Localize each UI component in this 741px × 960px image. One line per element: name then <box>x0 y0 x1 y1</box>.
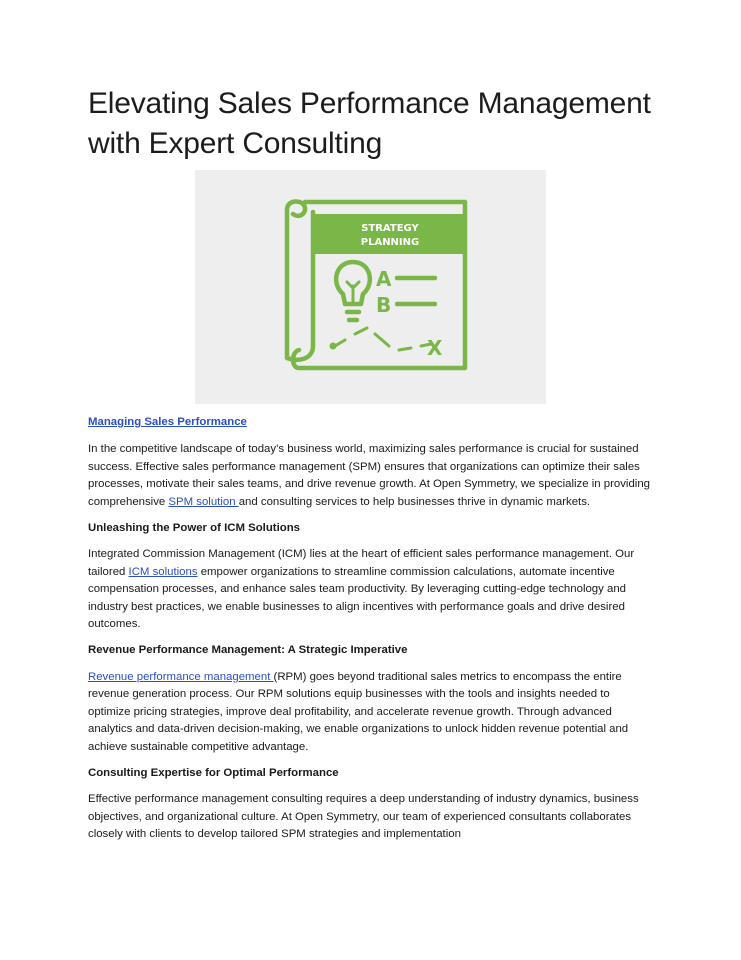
strategy-banner <box>315 214 465 254</box>
heading-rpm: Revenue Performance Management: A Strategic Imperative <box>88 644 408 657</box>
heading-consulting: Consulting Expertise for Optimal Performance <box>88 766 339 779</box>
managing-sales-performance-link[interactable]: Managing Sales Performance <box>88 416 247 428</box>
paragraph-icm: Integrated Commission Management (ICM) lies at the heart of efficient sales performance management. Our tailored ICM solutions empower organizations to streamline commission calculations, automate incentive compensation processes, and enhance sales team productivity. By leveraging cutting-edge technology and industry best practices, we enable businesses to align incentives with performance goals and drive desired outcomes. <box>88 548 635 631</box>
route-start-dot <box>330 343 337 350</box>
paragraph-intro: In the competitive landscape of today’s business world, maximizing sales performance is crucial for sustained success. Effective sales performance management (SPM) ensures that organizations can optimize their sales processes, motivate their sales teams, and drive revenue growth. At Open Symmetry, we specialize in providing comprehensive SPM solution and consulting services to help businesses thrive in dynamic markets. <box>88 443 650 508</box>
icm-solutions-link[interactable]: ICM solutions <box>128 565 198 578</box>
heading-icm: Unleashing the Power of ICM Solutions <box>88 522 301 535</box>
revenue-performance-management-link[interactable]: Revenue performance management <box>88 670 274 683</box>
strategy-planning-illustration <box>195 170 546 404</box>
paragraph-rpm: Revenue performance management (RPM) goes beyond traditional sales metrics to encompass the entire revenue generation process. Our RPM solutions equip businesses with the tools and insights needed to optimize pricing strategies, improve deal profitability, and accelerate revenue growth. Through advanced analytics and data-driven decision-making, we enable organizations to unlock hidden revenue potential and achieve sustainable competitive advantage. <box>88 670 629 753</box>
paragraph-consulting: Effective performance management consulting requires a deep understanding of industry dynamics, business objectives, and organizational culture. At Open Symmetry, our team of experienced consultants collaborates closely with clients to develop tailored SPM strategies and implementation <box>88 793 639 841</box>
banner-line-2: PLANNING <box>360 237 420 248</box>
target-x-mark: X <box>427 336 443 360</box>
option-b-label: B <box>376 293 392 317</box>
spm-solution-link[interactable]: SPM solution <box>168 495 239 508</box>
banner-line-1: STRATEGY <box>361 223 419 234</box>
option-a-label: A <box>376 267 392 291</box>
strategy-planning-icon <box>195 170 546 404</box>
article-body <box>88 414 653 844</box>
page-title: Elevating Sales Performance Management with Expert Consulting <box>88 87 651 160</box>
